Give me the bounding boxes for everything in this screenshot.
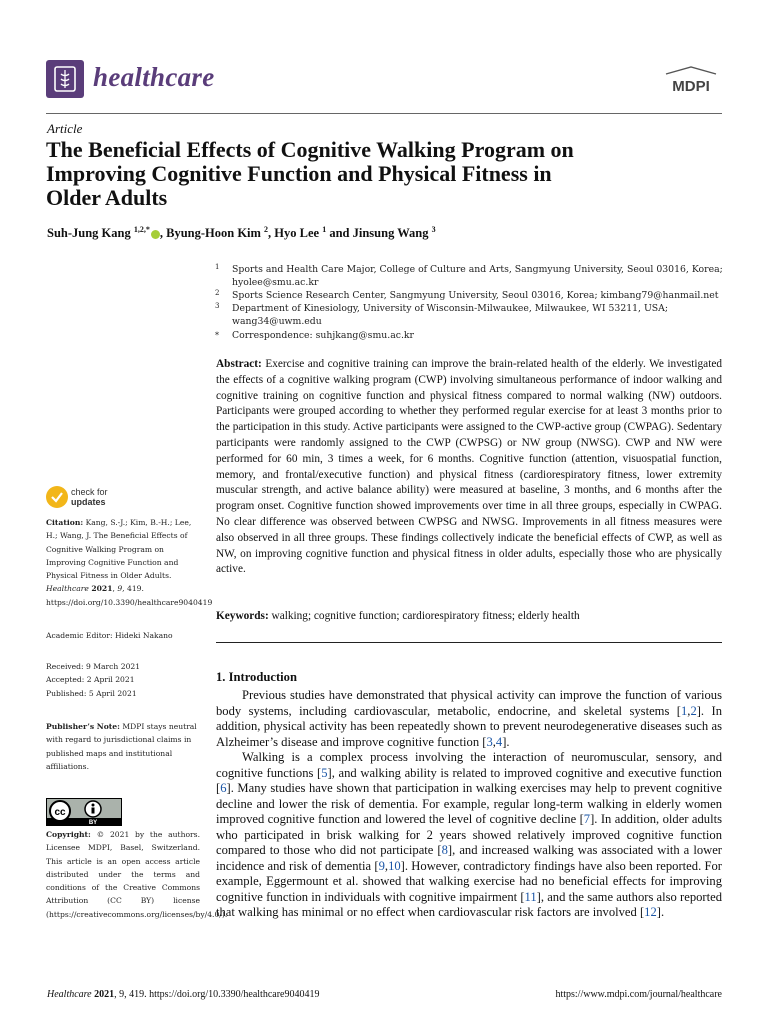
copyright-text: © 2021 by the authors. Licensee MDPI, Basel, Switzerland. This article is an open access article distributed under the terms and conditions of the Creative Commons Attribution (CC BY) license (https://creativecommons.org/licenses/by/4.0/).: [46, 830, 228, 919]
citation-link[interactable]: 5: [321, 765, 328, 780]
citation-block: Citation: Kang, S.-J.; Kim, B.-H.; Lee, H.; Wang, J. The Beneficial Effects of Cognitive Walking Program on Improving Cognitive Function and Physical Fitness in Older Adults. Healthcare 2021, 9, 419. https://doi.org/10.3390/healthcare9040419: [46, 518, 213, 607]
journal-logo-icon: [46, 60, 84, 98]
paragraph-text: ].: [502, 734, 510, 749]
paragraph-text: ].: [656, 905, 665, 919]
citation-link[interactable]: 3: [486, 734, 493, 749]
author-affiliation-marker: 1: [322, 225, 327, 234]
publisher-name: MDPI: [672, 78, 710, 95]
citation-link[interactable]: 1: [680, 703, 688, 718]
affiliation-email[interactable]: wang34@uwm.edu: [232, 316, 322, 327]
citation-link[interactable]: 8: [441, 843, 448, 857]
check-updates-label: check for: [71, 487, 108, 497]
affiliation-number: 3: [215, 302, 220, 310]
affiliation-line: Sports and Health Care Major, College of Culture and Arts, Sangmyung University, Seoul 03016, Korea;: [232, 264, 723, 275]
citation-doi[interactable]: , 419. https://doi.org/10.3390/healthcare9040419: [46, 584, 213, 607]
keywords-label: Keywords:: [216, 610, 269, 622]
received-date: Received: 9 March 2021: [46, 662, 141, 671]
journal-name[interactable]: healthcare: [93, 62, 215, 92]
author-list: [47, 225, 436, 241]
affiliation-number: 1: [215, 263, 220, 271]
citation-label: Citation:: [46, 518, 84, 527]
check-updates-label: updates: [71, 497, 106, 507]
citation-text: Kang, S.-J.; Kim, B.-H.; Lee, H.; Wang, J. The Beneficial Effects of Cognitive Walking Program on Improving Cognitive Function and Physical Fitness in Older Adults.: [46, 518, 192, 581]
author-affiliation-marker: 2: [264, 225, 269, 234]
citation-year: 2021: [91, 584, 113, 594]
footer-citation: [47, 989, 319, 1000]
paragraph-text: ], and walking ability is related to improved cognitive and executive function [: [216, 765, 722, 795]
check-for-updates-button[interactable]: [71, 487, 108, 507]
correspondence: [215, 329, 414, 342]
keywords-text: walking; cognitive function; cardiorespiratory fitness; elderly health: [271, 610, 580, 622]
citation-link[interactable]: 6: [220, 781, 227, 795]
paragraph-text: Walking is a complex process involving the interaction of neuromuscular, sensory, and cognitive functions [: [216, 750, 722, 780]
paragraph-text: Previous studies have demonstrated that physical activity can improve the function of various body systems, including cardiovascular, metabolic, endocrine, and skeletal systems [: [216, 688, 722, 718]
cc-by-license-icon[interactable]: [46, 798, 122, 826]
publisher-note-label: Publisher’s Note:: [46, 722, 120, 731]
author-name[interactable]: , Byung-Hoon Kim: [159, 226, 261, 241]
affiliation-number: 2: [215, 289, 220, 297]
intro-paragraph-2: [216, 750, 722, 921]
paragraph-text: ], and increased walking was associated with a lower incidence and risk of dementia [: [216, 843, 722, 873]
publisher-note: [46, 720, 200, 773]
title-line: Older Adults: [46, 185, 168, 210]
keywords: [216, 609, 722, 625]
article-title: [46, 138, 706, 210]
affiliation-email[interactable]: hyolee@smu.ac.kr: [232, 277, 319, 288]
paragraph-text: ]. Many studies have shown that participation in walking exercises may help to prevent cognitive decline and lower the risk of dementia. For example, regular long-term walking in elderly women improved cognitive function and lowered the level of cognitive decline [: [216, 781, 722, 826]
citation-link[interactable]: 2: [690, 703, 697, 718]
footer-journal: Healthcare: [47, 989, 92, 1000]
keywords-divider: [216, 642, 722, 643]
intro-paragraph-1: [216, 688, 722, 750]
check-for-updates-icon[interactable]: [46, 486, 68, 508]
footer-journal-url[interactable]: https://www.mdpi.com/journal/healthcare: [555, 989, 722, 1000]
citation-volume: 9: [117, 584, 123, 594]
paragraph-text: ,: [492, 734, 496, 749]
author-affiliation-marker: 1,2,: [133, 225, 146, 234]
abstract-text: Exercise and cognitive training can improve the brain-related health of the elderly. We investigated the effects of a cognitive walking program (CWP) involving simultaneous performance of indoor walking and cognitive training on cognitive function and physical fitness compared to normal walking (NW) outdoors. Participants were grouped according to whether they performed regular exercise for at least 3 months prior to the participation in this study. Active participants were assigned to the CWP-active group (CWPAG). Sedentary participants were randomly assigned to the CWP (CWPSG) or NW group (NWSG). CWP and NW were performed for 60 min, 3 times a week, for 6 months. Cognitive function (attention, visuospatial function, memory, and frontal/executive function) and physical fitness (cardiorespiratory fitness, lower extremity muscular strength, and active balance ability) were measured at baseline, 3 months, and 6 months after the program onset. Cognitive function showed improvements over time in all three groups, especially in CWPAG. No clear difference was observed between CWPSG and NWSG. Improvements in all fitness measures were also observed in all three groups. These findings collectively indicate the beneficial effects of CWP, as well as NW, on improving cognitive function and physical fitness in older adults, especially those who are physically active.: [216, 358, 723, 576]
paragraph-text: ,: [687, 703, 691, 718]
citation-link[interactable]: 10: [388, 858, 401, 873]
publisher-note-text: MDPI stays neutral with regard to jurisdictional claims in published maps and institutional affiliations.: [46, 722, 197, 771]
citation-link[interactable]: 7: [583, 812, 591, 826]
author-name[interactable]: Suh-Jung Kang: [47, 226, 131, 241]
published-date: Published: 5 April 2021: [46, 688, 137, 698]
footer-year: 2021: [94, 989, 115, 1000]
correspondence-line[interactable]: Correspondence: suhjkang@smu.ac.kr: [232, 330, 414, 341]
section-heading: 1. Introduction: [216, 670, 297, 684]
affiliation-1: [215, 263, 723, 289]
svg-text:cc: cc: [54, 807, 66, 818]
affiliation-3: [215, 302, 669, 328]
header-divider: [46, 113, 722, 114]
dates-block: [46, 660, 200, 700]
paragraph-text: ,: [384, 858, 389, 873]
copyright-block: [46, 828, 228, 921]
citation-link[interactable]: 9: [378, 858, 385, 873]
title-line: Improving Cognitive Function and Physical Fitness in: [46, 161, 552, 186]
citation-link[interactable]: 11: [524, 889, 537, 904]
citation-link[interactable]: 4: [495, 734, 503, 749]
citation-journal: Healthcare: [46, 584, 89, 594]
citation-link[interactable]: 12: [644, 905, 657, 919]
abstract: [216, 357, 722, 578]
accepted-date: Accepted: 2 April 2021: [46, 675, 135, 685]
paragraph-text: ], and the same authors also reported that walking has minimal or no effect when cardiovascular risk factors are involved [: [216, 889, 722, 919]
author-affiliation-marker: 3: [431, 225, 436, 234]
footer-doi[interactable]: , 9, 419. https://doi.org/10.3390/healthcare9040419: [114, 989, 320, 1000]
affiliation-2: [215, 289, 719, 302]
author-name[interactable]: , Hyo Lee: [268, 226, 320, 241]
article-type: Article: [47, 121, 83, 136]
copyright-label: Copyright:: [46, 830, 91, 839]
paragraph-text: ]. In addition, physical activity has been repeatedly shown to prevent neurodegenerative diseases such as Alzheimer’s disease and improve cognitive function [: [216, 703, 722, 749]
paragraph-text: ]. In addition, older adults who participated in brisk walking for 2 years showed relatively improved cognitive function compared to those who did not participate [: [216, 812, 722, 857]
mdpi-logo[interactable]: [662, 66, 720, 96]
academic-editor: Academic Editor: Hideki Nakano: [46, 631, 173, 640]
affiliation-line: Sports Science Research Center, Sangmyung University, Seoul 03016, Korea; kimbang79@hanmail.net: [232, 290, 719, 301]
title-line: The Beneficial Effects of Cognitive Walking Program on: [46, 137, 574, 162]
affiliation-line: Department of Kinesiology, University of Wisconsin-Milwaukee, Milwaukee, WI 53211, USA;: [232, 303, 669, 314]
orcid-icon[interactable]: [151, 230, 160, 239]
abstract-label: Abstract:: [216, 358, 262, 370]
corresponding-marker: *: [145, 225, 150, 234]
license-badge-label: BY: [88, 820, 98, 825]
author-name[interactable]: and Jinsung Wang: [326, 226, 429, 241]
affiliation-number: *: [215, 331, 219, 340]
paragraph-text: ]. However, contradictory findings have also been reported. For example, Eggermount et al. showed that walking exercise had no beneficial effects for improving cognitive function in individuals with cognitive impairment [: [216, 858, 722, 904]
